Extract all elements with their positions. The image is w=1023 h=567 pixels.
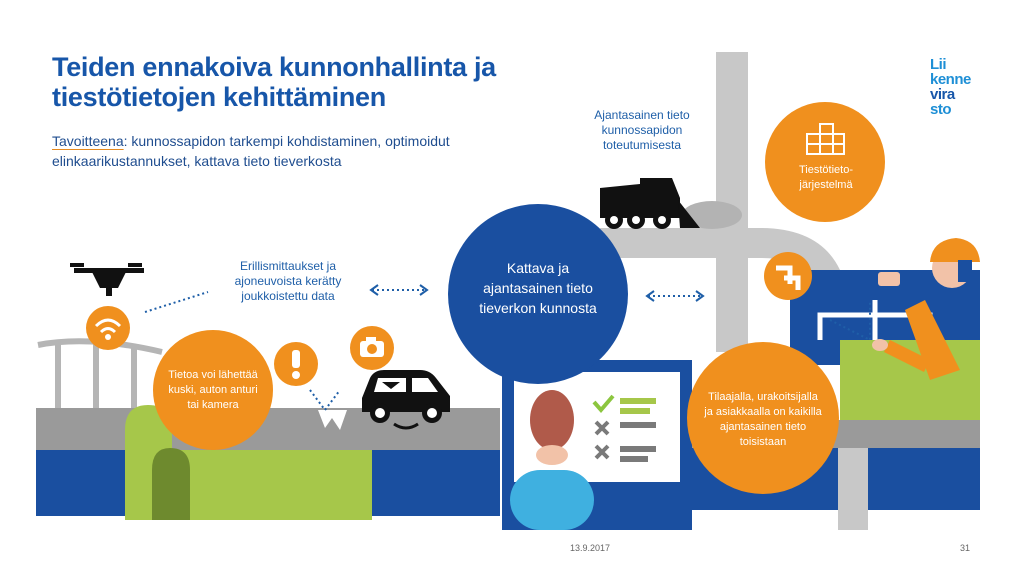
label-measurements: Erillismittaukset ja ajoneuvoista kerätty joukkoistettu data: [234, 259, 342, 303]
page-title: Teiden ennakoiva kunnonhallinta ja tiestötietojen kehittäminen: [52, 52, 496, 112]
text-coverage: Kattava ja ajantasainen tieto tieverkon kunnosta: [479, 260, 597, 316]
footer-date: 13.9.2017: [569, 543, 611, 553]
label-maintenance: Ajantasainen tieto kunnossapidon toteutumisesta: [594, 108, 690, 152]
text-share: Tilaajalla, urakoitsijalla ja asiakkaalla on kaikilla ajantasainen tieto toisistaan: [704, 391, 822, 448]
logo: [930, 58, 990, 118]
page-subtitle: [52, 131, 512, 171]
subtitle-lead: Tavoitteena: [52, 133, 124, 149]
logo-line-3: vira: [930, 86, 955, 103]
system-blocks-icon: [807, 124, 844, 154]
footer-page-number: 31: [959, 543, 970, 553]
subtitle-rest: : kunnossapidon tarkempi kohdistaminen, optimoidut elinkaarikustannukset, kattava tieto tieverkosta: [52, 133, 450, 169]
logo-line-2: kenne: [930, 71, 971, 88]
logo-line-1: Lii: [930, 56, 946, 73]
logo-line-4: sto: [930, 101, 951, 118]
text-driver: Tietoa voi lähettää kuski, auton anturi tai kamera: [168, 368, 258, 411]
text-system: Tiestötieto-järjestelmä: [798, 164, 853, 191]
